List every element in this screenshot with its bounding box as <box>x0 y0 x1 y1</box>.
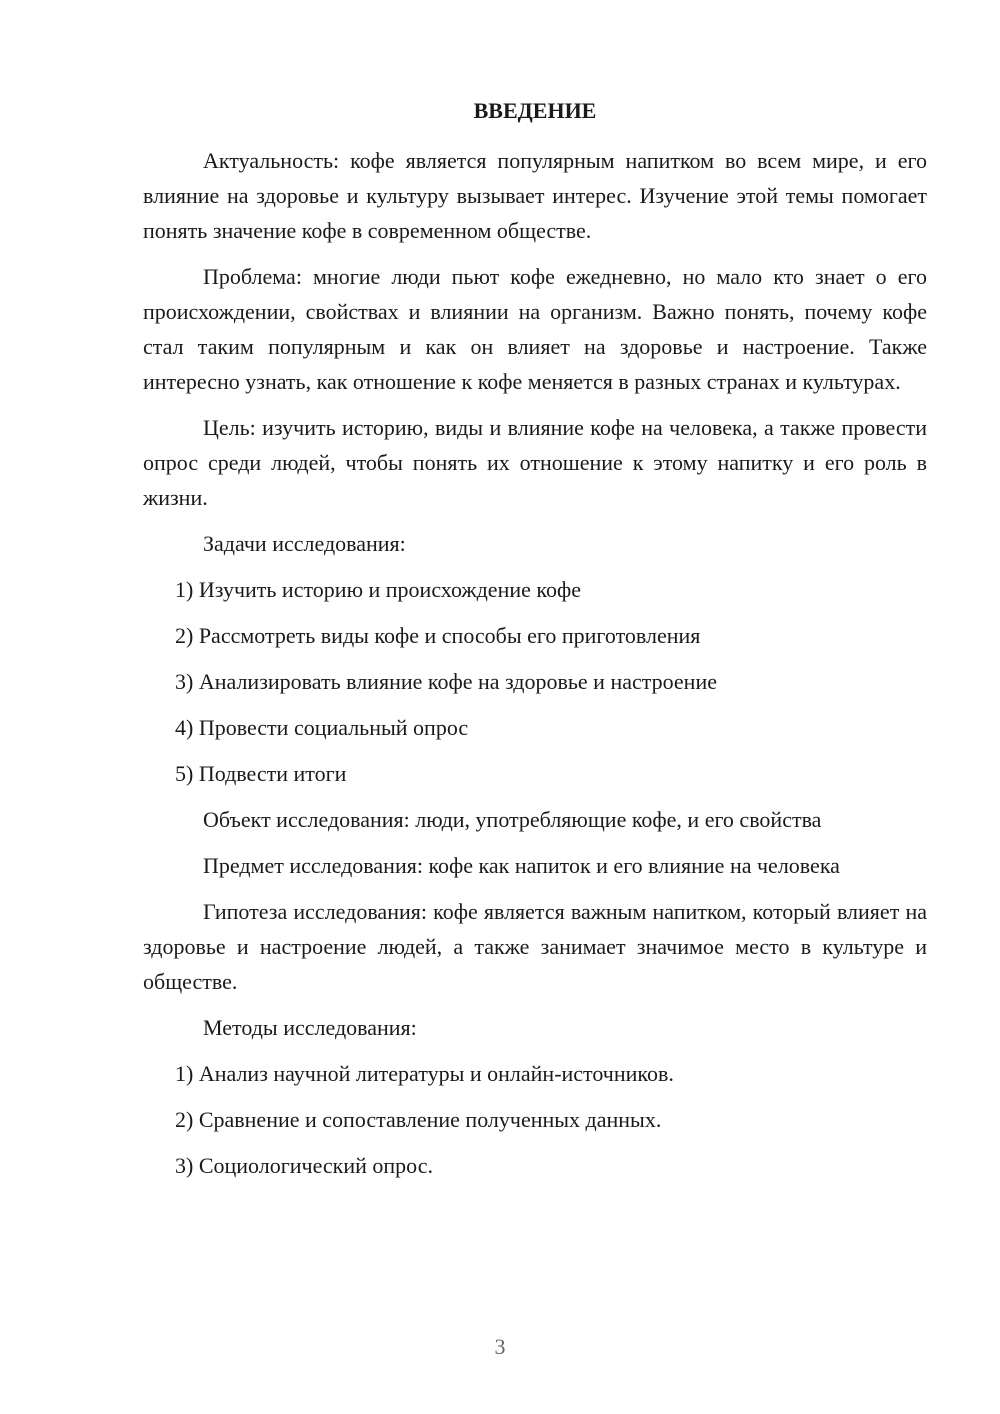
methods-heading: Методы исследования: <box>203 1015 417 1040</box>
relevance-paragraph: Актуальность: кофе является популярным напитком во всем мире, и его влияние на здоровье и культуру вызывает интерес. Изучение этой темы помогает понять значение кофе в современном обществе. <box>143 148 927 243</box>
object-paragraph: Объект исследования: люди, употребляющие кофе, и его свойства <box>203 807 822 832</box>
list-item: 1) Анализ научной литературы и онлайн-источников. <box>175 1061 674 1086</box>
goal-paragraph: Цель: изучить историю, виды и влияние кофе на человека, а также провести опрос среди людей, чтобы понять их отношение к этому напитку и его роль в жизни. <box>143 415 927 510</box>
tasks-heading: Задачи исследования: <box>203 531 406 556</box>
list-item: 3) Социологический опрос. <box>175 1153 433 1178</box>
page-number: 3 <box>494 1334 506 1359</box>
document-body <box>143 143 927 1194</box>
list-item: 2) Сравнение и сопоставление полученных данных. <box>175 1107 662 1132</box>
methods-list <box>143 1056 927 1183</box>
list-item: 2) Рассмотреть виды кофе и способы его приготовления <box>175 623 701 648</box>
hypothesis-paragraph: Гипотеза исследования: кофе является важным напитком, который влияет на здоровье и настроение людей, а также занимает значимое место в культуре и обществе. <box>143 899 927 994</box>
list-item: 3) Анализировать влияние кофе на здоровье и настроение <box>175 669 717 694</box>
problem-paragraph: Проблема: многие люди пьют кофе ежедневно, но мало кто знает о его происхождении, свойствах и влиянии на организм. Важно понять, почему кофе стал таким популярным и как он влияет на здоровье и настроение. Также интересно узнать, как отношение к кофе меняется в разных странах и культурах. <box>143 264 927 394</box>
subject-paragraph: Предмет исследования: кофе как напиток и его влияние на человека <box>203 853 840 878</box>
list-item: 4) Провести социальный опрос <box>175 715 469 740</box>
tasks-list <box>143 572 927 791</box>
list-item: 5) Подвести итоги <box>175 761 347 786</box>
list-item: 1) Изучить историю и происхождение кофе <box>175 577 581 602</box>
page-title: ВВЕДЕНИЕ <box>473 98 597 123</box>
